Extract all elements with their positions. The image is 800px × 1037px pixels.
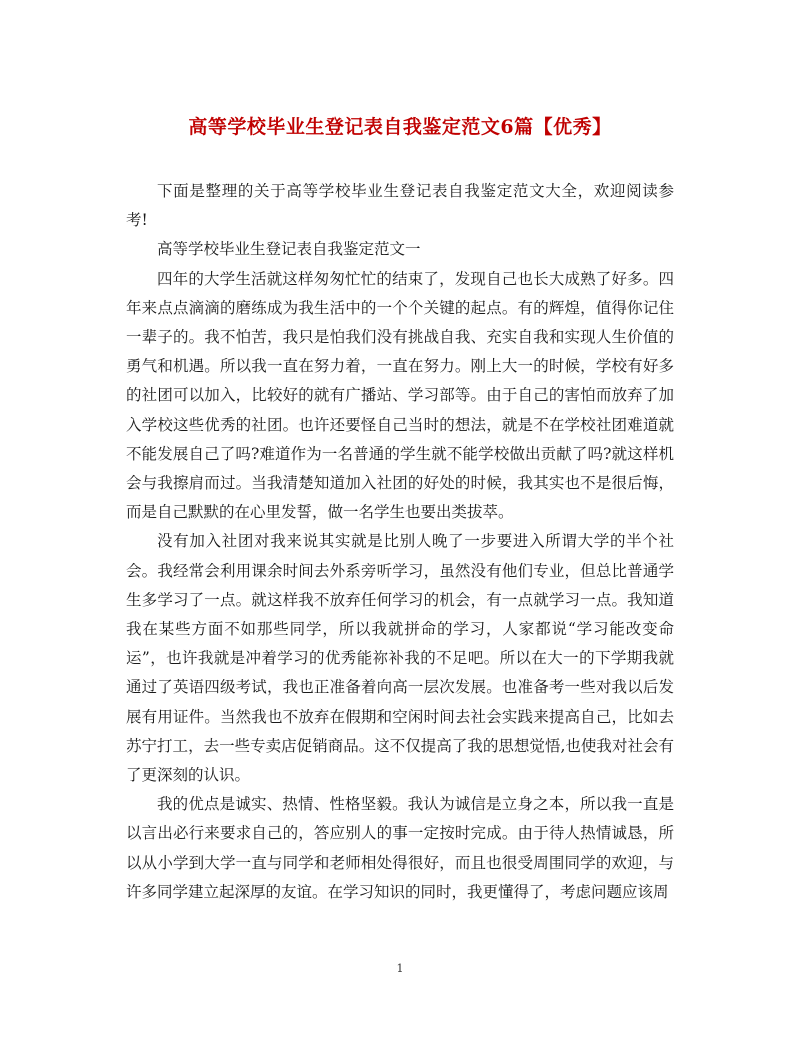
body-paragraph: 没有加入社团对我来说其实就是比别人晚了一步要进入所谓大学的半个社会。我经常会利用课余时间去外系旁听学习，虽然没有他们专业，但总比普通学生多学习了一点。就这样我不放弃任何学习的机会，有一点就学习一点。我知道我在某些方面不如那些同学，所以我就拼命的学习，人家都说“学习能改变命运”，也许我就是冲着学习的优秀能祢补我的不足吧。所以在大一的下学期我就通过了英语四级考试，我也正准备着向高一层次发展。也准备考一些对我以后发展有用证件。当然我也不放弃在假期和空闲时间去社会实践来提高自己，比如去苏宁打工，去一些专卖店促销商品。这不仅提高了我的思想觉悟,也使我对社会有了更深刻的认识。 [126,532,674,785]
section-heading: 高等学校毕业生登记表自我鉴定范文一 [157,240,421,259]
body-paragraph: 我的优点是诚实、热情、性格坚毅。我认为诚信是立身之本，所以我一直是以言出必行来要求自己的，答应别人的事一定按时完成。由于待人热情诚恳，所以从小学到大学一直与同学和老师相处得很好，而且也很受周围同学的欢迎，与许多同学建立起深厚的友谊。在学习知识的同时，我更懂得了，考虑问题应该周 [126,795,674,901]
document-title: 高等学校毕业生登记表自我鉴定范文6篇【优秀】 [188,116,612,138]
page-number: 1 [396,962,404,975]
body-paragraph: 四年的大学生活就这样匆匆忙忙的结束了，发现自己也长大成熟了好多。四年来点点滴滴的磨练成为我生活中的一个个关键的起点。有的辉煌，值得你记住一辈子的。我不怕苦，我只是怕我们没有挑战自我、充实自我和实现人生价值的勇气和机遇。所以我一直在努力着，一直在努力。刚上大一的时候，学校有好多的社团可以加入，比较好的就有广播站、学习部等。由于自己的害怕而放弃了加入学校这些优秀的社团。也许还要怪自己当时的想法，就是不在学校社团难道就不能发展自己了吗?难道作为一名普通的学生就不能学校做出贡献了吗?就这样机会与我擦肩而过。当我清楚知道加入社团的好处的时候，我其实也不是很后悔，而是自己默默的在心里发誓，做一名学生也要出类拔萃。 [126,269,674,522]
intro-paragraph: 下面是整理的关于高等学校毕业生登记表自我鉴定范文大全，欢迎阅读参考! [126,182,674,230]
document-body [126,177,674,907]
